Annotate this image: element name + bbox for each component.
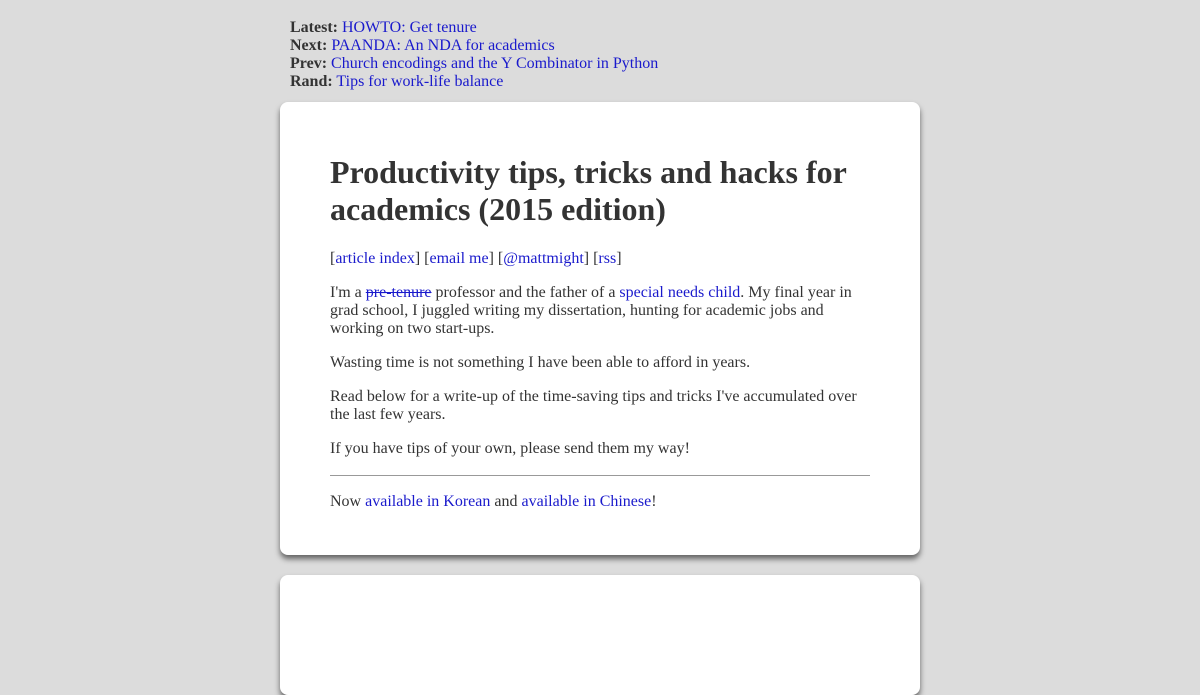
paragraph-read-below: Read below for a write-up of the time-saving tips and tricks I've accumulated over the last few years. [330,388,857,423]
nav-latest-label: Latest: [290,19,338,36]
article-index-link[interactable]: article index [335,250,415,267]
translations-middle: and [490,493,522,510]
nav-latest [290,19,658,37]
article-title: Productivity tips, tricks and hacks for academics (2015 edition) [330,154,847,227]
article-content [330,154,870,511]
translations-paragraph [330,493,870,511]
special-needs-child-link[interactable]: special needs child [619,284,741,301]
nav-rand [290,73,658,91]
next-section-card [280,575,920,695]
nav-prev-label: Prev: [290,55,328,72]
nav-next-label: Next: [290,37,328,54]
article-links: [article index] [email me] [@mattmight] [rss] [330,250,622,267]
nav-latest-link[interactable]: HOWTO: Get tenure [341,19,477,36]
twitter-link[interactable]: @mattmight [503,250,584,267]
intro-text-2: professor and the father of a [431,284,620,301]
rss-link[interactable]: rss [598,250,617,267]
header-navigation [290,19,658,91]
nav-next [290,37,658,55]
nav-next-link[interactable]: PAANDA: An NDA for academics [331,37,555,54]
pre-tenure-link[interactable]: pre-tenure [365,284,432,301]
intro-text-3: . My final year in grad school, I juggled writing my dissertation, hunting for academic jobs and working on two start-ups. [330,284,852,337]
paragraph-wasting-time: Wasting time is not something I have been able to afford in years. [330,354,751,371]
korean-translation-link[interactable]: available in Korean [365,493,491,510]
divider [330,475,870,476]
chinese-translation-link[interactable]: available in Chinese [521,493,652,510]
email-me-link[interactable]: email me [429,250,489,267]
nav-rand-link[interactable]: Tips for work-life balance [336,73,504,90]
intro-paragraph [330,284,870,338]
nav-prev-link[interactable]: Church encodings and the Y Combinator in Python [331,55,659,72]
nav-prev [290,55,658,73]
nav-rand-label: Rand: [290,73,333,90]
intro-text-1: I'm a [330,284,366,301]
translations-suffix: ! [651,493,657,510]
article-card [280,102,920,555]
translations-prefix: Now [330,493,366,510]
paragraph-send-tips: If you have tips of your own, please send them my way! [330,440,690,457]
